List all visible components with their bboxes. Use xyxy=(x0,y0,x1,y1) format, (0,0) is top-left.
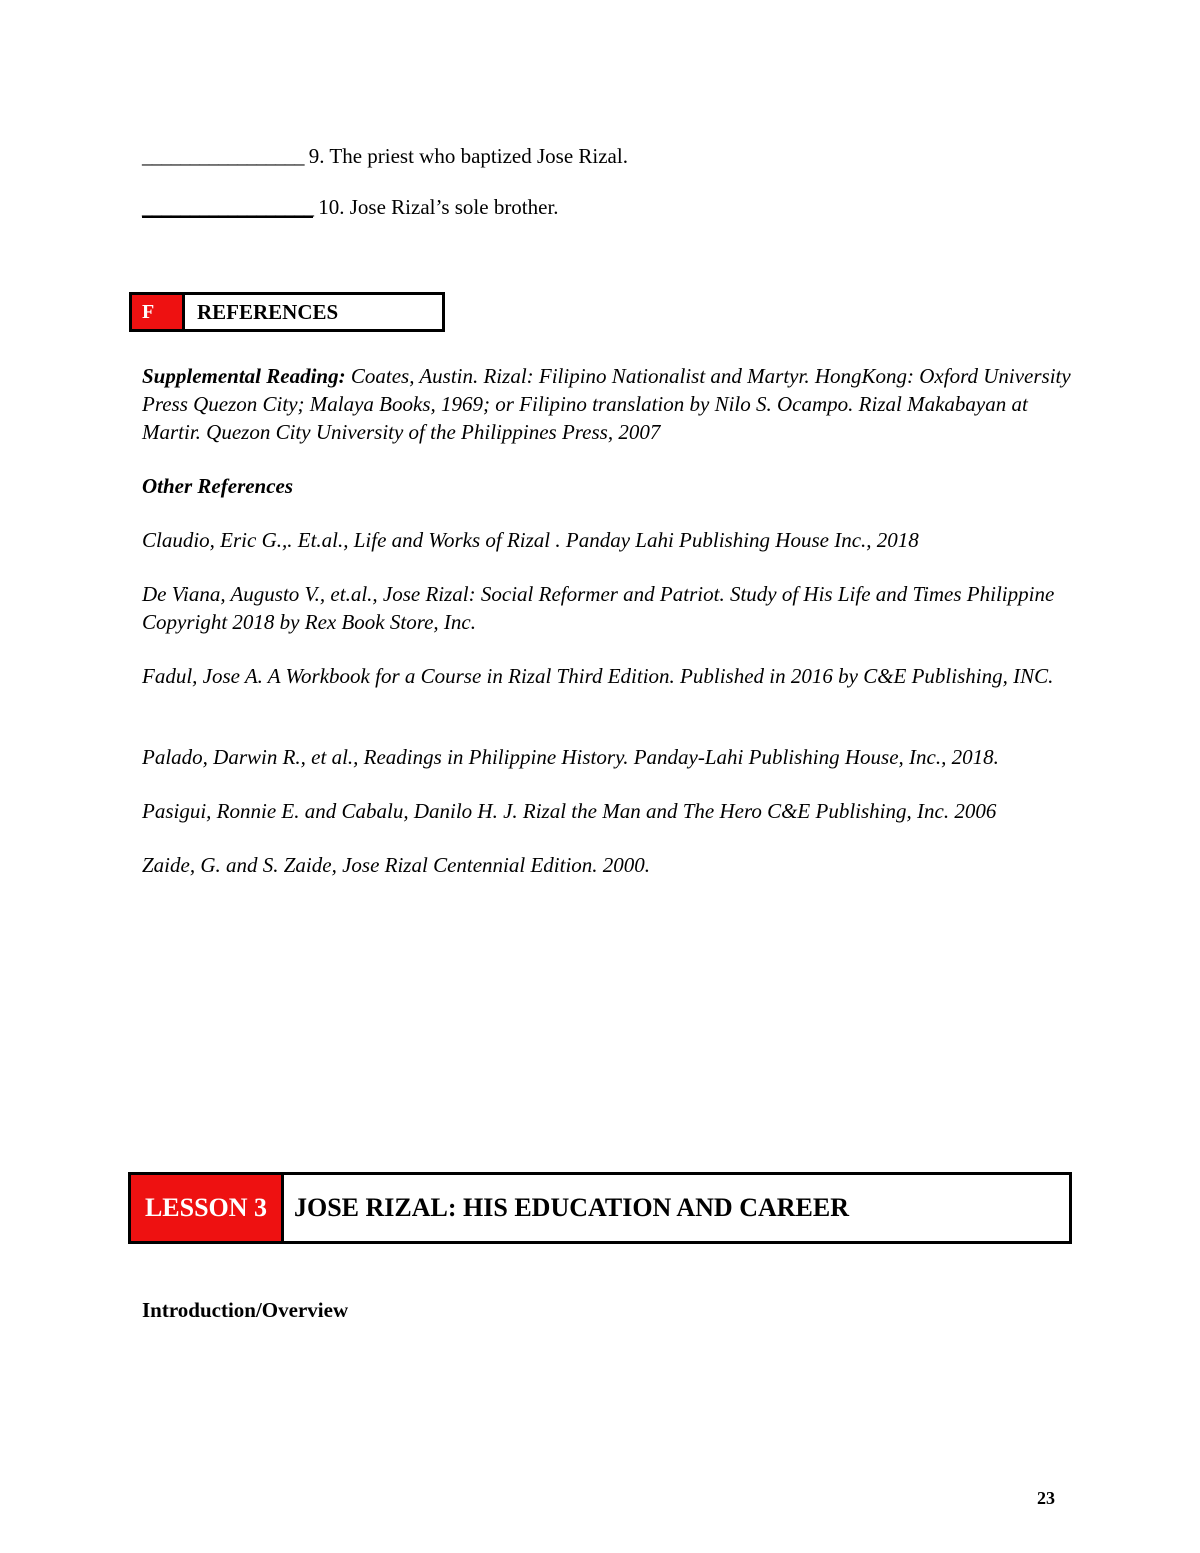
reference-item: Zaide, G. and S. Zaide, Jose Rizal Centennial Edition. 2000. xyxy=(142,853,651,877)
other-references-label: Other References xyxy=(142,474,294,498)
question-9 xyxy=(142,146,628,167)
reference-item: De Viana, Augusto V., et.al., Jose Rizal: Social Reformer and Patriot. Study of His Life and Times Philippine Copyright 2018 by Rex Book Store, Inc. xyxy=(142,582,1055,634)
lesson-tag: LESSON 3 xyxy=(131,1175,284,1241)
supplemental-label: Supplemental Reading: xyxy=(142,364,346,388)
section-tag: F xyxy=(132,295,185,329)
lesson-header xyxy=(128,1172,1072,1244)
supplemental-text: Coates, Austin. Rizal: Filipino Nationalist and Martyr. HongKong: Oxford University Press Quezon City; Malaya Books, 1969; or Filipino translation by Nilo S. Ocampo. Rizal Makabayan at Martir. Quezon City University of the Philippines Press, 2007 xyxy=(142,364,1071,444)
references-body xyxy=(142,362,1072,879)
reference-item: Claudio, Eric G.,. Et.al., Life and Works of Rizal . Panday Lahi Publishing House Inc., 2018 xyxy=(142,528,919,552)
lesson-title: JOSE RIZAL: HIS EDUCATION AND CAREER xyxy=(294,1193,850,1222)
reference-item: Palado, Darwin R., et al., Readings in Philippine History. Panday-Lahi Publishing House, Inc., 2018. xyxy=(142,745,999,769)
supplemental-reading xyxy=(142,362,1072,446)
answer-blank[interactable]: __________________ xyxy=(142,195,313,219)
question-text: 9. The priest who baptized Jose Rizal. xyxy=(308,144,628,168)
reference-item: Pasigui, Ronnie E. and Cabalu, Danilo H. J. Rizal the Man and The Hero C&E Publishing, Inc. 2006 xyxy=(142,799,997,823)
page-number: 23 xyxy=(1037,1488,1055,1508)
intro-heading: Introduction/Overview xyxy=(142,1298,349,1322)
answer-blank[interactable]: _________________ xyxy=(142,144,304,168)
section-title: REFERENCES xyxy=(197,299,339,324)
other-references-heading xyxy=(142,472,1072,500)
question-text: 10. Jose Rizal’s sole brother. xyxy=(318,195,559,219)
question-10 xyxy=(142,197,559,218)
section-f-header xyxy=(129,292,445,332)
reference-item: Fadul, Jose A. A Workbook for a Course in Rizal Third Edition. Published in 2016 by C&E Publishing, INC. xyxy=(142,664,1054,688)
